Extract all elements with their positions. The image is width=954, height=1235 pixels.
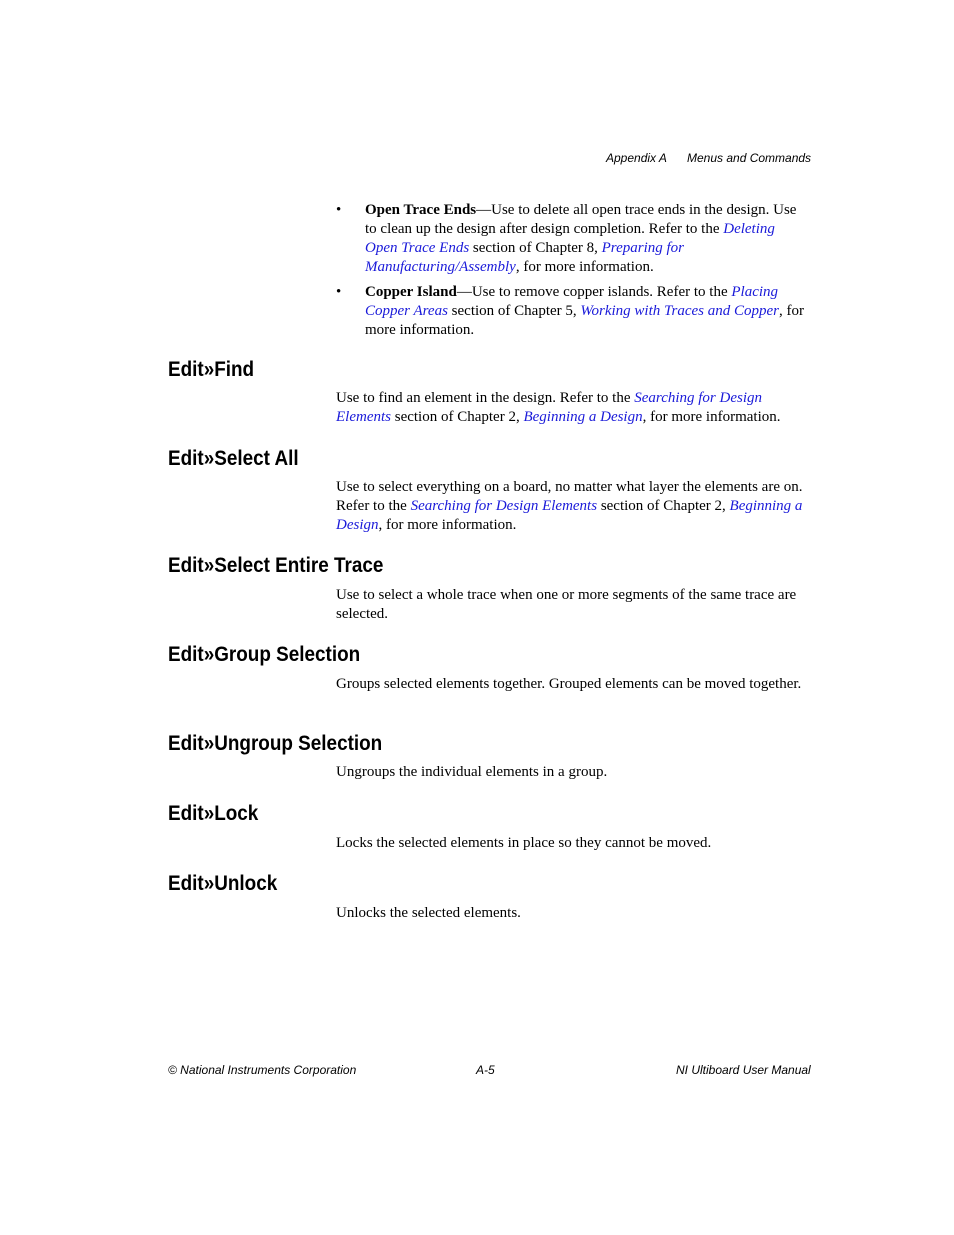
bullet-item-open-trace-ends [336,201,806,277]
section-body-edit-lock: Locks the selected elements in place so they cannot be moved. [336,835,712,851]
bullet-icon: • [336,202,342,218]
footer-manual-title: NI Ultiboard User Manual [676,1063,811,1077]
cross-reference-link[interactable]: Searching for Design Elements [410,498,598,514]
section-body-edit-select-all [336,478,806,535]
section-heading-edit-lock: Edit»Lock [168,802,259,825]
footer-copyright: © National Instruments Corporation [168,1063,357,1077]
bullet-term: Open Trace Ends [365,202,477,218]
bullet-text: —Use to delete all open trace ends in the design. Use to clean up the design after design completion. Refer to the [365,202,797,237]
section-body-edit-find [336,389,806,427]
chapter-link[interactable]: Preparing for Manufacturing/Assembly [365,240,685,275]
body-text: section of Chapter 2, [597,498,730,514]
chapter-link[interactable]: Beginning a Design [336,498,803,533]
bullet-text: , for more information. [365,303,805,338]
body-text: Use to find an element in the design. Refer to the [336,390,635,406]
section-heading-edit-group-selection: Edit»Group Selection [168,643,361,666]
section-heading-edit-select-all: Edit»Select All [168,447,299,470]
command-bullet-list [336,201,806,346]
chapter-link[interactable]: Working with Traces and Copper [580,303,780,319]
header-chapter-title: Menus and Commands [687,151,812,165]
bullet-text: section of Chapter 8, [469,240,602,256]
section-heading-edit-ungroup-selection: Edit»Ungroup Selection [168,732,383,755]
body-text: , for more information. [642,409,781,425]
section-body-edit-ungroup-selection: Ungroups the individual elements in a group. [336,764,608,780]
section-body-edit-select-entire-trace: Use to select a whole trace when one or more segments of the same trace are selected. [336,587,797,622]
footer-page-number: A-5 [476,1063,495,1077]
body-text: , for more information. [378,517,517,533]
bullet-icon: • [336,284,342,300]
section-body-edit-group-selection: Groups selected elements together. Grouped elements can be moved together. [336,676,802,692]
bullet-item-copper-island [336,283,806,340]
bullet-term: Copper Island [365,284,457,300]
cross-reference-link[interactable]: Searching for Design Elements [336,390,763,425]
bullet-text: , for more information. [515,259,654,275]
section-heading-edit-unlock: Edit»Unlock [168,872,278,895]
bullet-text: section of Chapter 5, [447,303,581,319]
section-heading-edit-select-entire-trace: Edit»Select Entire Trace [168,554,384,577]
section-heading-edit-find: Edit»Find [168,358,255,381]
cross-reference-link[interactable]: Deleting Open Trace Ends [365,221,775,256]
body-text: section of Chapter 2, [390,409,524,425]
body-text: Use to select everything on a board, no matter what layer the elements are on. Refer to the [336,479,803,514]
header-appendix: Appendix A [606,151,667,165]
chapter-link[interactable]: Beginning a Design [523,409,643,425]
section-body-edit-unlock: Unlocks the selected elements. [336,905,521,921]
bullet-text: —Use to remove copper islands. Refer to the [456,284,732,300]
cross-reference-link[interactable]: Placing Copper Areas [365,284,779,319]
